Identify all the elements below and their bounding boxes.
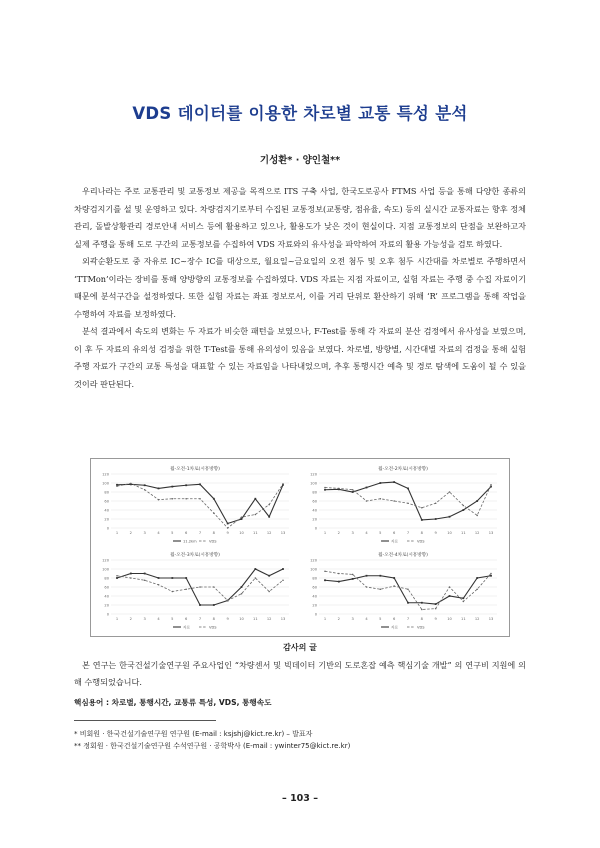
x-tick-label: 10 (239, 531, 244, 535)
data-point (462, 597, 464, 599)
data-point (435, 502, 437, 504)
data-point (213, 512, 215, 514)
data-point (449, 586, 451, 588)
footnote-1: * 비회원 · 한국건설기술연구원 연구원 (E-mail : ksjshj@kict.re.kr) – 발표자 (74, 730, 313, 738)
y-tick-label: 80 (312, 490, 317, 495)
x-tick-label: 4 (157, 617, 160, 621)
x-tick-label: 4 (157, 531, 160, 535)
data-point (380, 498, 382, 500)
y-tick-label: 20 (104, 603, 109, 608)
data-point (366, 575, 368, 577)
data-point (463, 601, 465, 603)
chart-title: 월-오전-3차로(시흥방향) (170, 553, 220, 558)
x-tick-label: 1 (115, 531, 119, 535)
x-tick-label: 4 (365, 617, 368, 621)
x-tick-label: 5 (379, 617, 382, 621)
x-tick-label: 7 (198, 531, 202, 535)
data-point (199, 604, 201, 606)
y-tick-label: 0 (314, 526, 317, 531)
data-point (282, 483, 284, 485)
y-tick-label: 120 (310, 472, 317, 477)
data-point (241, 518, 243, 520)
data-point (158, 577, 160, 579)
data-point (407, 602, 409, 604)
x-tick-label: 12 (474, 617, 480, 621)
x-tick-label: 11 (461, 617, 466, 621)
y-tick-label: 20 (312, 603, 317, 608)
data-point (421, 609, 423, 611)
x-tick-label: 9 (226, 531, 229, 535)
data-point (213, 604, 215, 606)
data-point (490, 573, 492, 575)
series-line-2 (325, 571, 491, 609)
x-tick-label: 1 (115, 617, 119, 621)
data-point (241, 593, 243, 595)
x-tick-label: 3 (143, 617, 146, 621)
chart-title: 월-오전-2차로(시흥방향) (378, 467, 428, 472)
x-tick-label: 9 (434, 531, 437, 535)
y-tick-label: 80 (104, 490, 109, 495)
x-tick-label: 6 (185, 531, 188, 535)
data-point (171, 577, 173, 579)
data-point (199, 483, 201, 485)
data-point (435, 518, 437, 520)
data-point (421, 507, 423, 509)
data-point (338, 488, 340, 490)
y-tick-label: 100 (310, 481, 317, 486)
data-point (268, 516, 270, 518)
y-tick-label: 20 (104, 517, 109, 522)
y-tick-label: 40 (104, 508, 109, 513)
legend-label: VDS (417, 625, 425, 630)
data-point (352, 489, 354, 491)
x-tick-label: 9 (434, 617, 437, 621)
data-point (213, 498, 215, 500)
data-point (185, 498, 187, 500)
data-point (158, 584, 160, 586)
y-tick-label: 100 (310, 567, 317, 572)
data-point (172, 591, 174, 593)
figure-speed-charts (90, 458, 510, 637)
data-point (324, 487, 326, 489)
x-tick-label: 7 (406, 617, 410, 621)
y-tick-label: 80 (104, 576, 109, 581)
x-tick-label: 5 (171, 531, 174, 535)
x-tick-label: 3 (351, 531, 354, 535)
y-tick-label: 100 (102, 567, 109, 572)
legend-label: 자료 (183, 625, 190, 630)
data-point (144, 489, 146, 491)
data-point (393, 500, 395, 502)
y-tick-label: 120 (310, 558, 317, 563)
data-point (227, 600, 229, 602)
x-tick-label: 12 (266, 531, 272, 535)
x-tick-label: 7 (198, 617, 202, 621)
data-point (407, 588, 409, 590)
abstract (74, 183, 526, 394)
abstract-paragraph: 우리나라는 주로 교통관리 및 교통정보 제공을 목적으로 ITS 구축 사업, 한국도로공사 FTMS 사업 등을 통해 다양한 종류의 차량검지기를 설 및 운영하고 있다. 차량검지기로부터 수집된 교통정보(교통량, 점유율, 속도) 등의 실시간 교통자료는 향후 정체관리, 돌발상황관리 경로안내 서비스 등에 활용하고 있으나, 활용도가 낮은 것이 현실이다. 지점 교통정보의 단점을 보완하고자 실제 주행을 통해 도로 구간의 교통정보를 수집하여 VDS 자료와의 유사성을 파악하여 자료의 활용 가능성을 검토 하였다. (74, 186, 526, 249)
data-point (490, 484, 492, 486)
data-point (158, 499, 160, 501)
data-point (254, 498, 256, 500)
chart-panel-3 (95, 548, 295, 632)
y-tick-label: 120 (102, 472, 109, 477)
x-tick-label: 9 (226, 617, 229, 621)
data-point (324, 489, 326, 491)
data-point (463, 505, 465, 507)
x-tick-label: 8 (420, 617, 423, 621)
data-point (116, 575, 118, 577)
data-point (185, 588, 187, 590)
data-point (185, 577, 187, 579)
data-point (352, 574, 354, 576)
data-point (476, 500, 478, 502)
x-tick-label: 13 (280, 531, 286, 535)
y-tick-label: 100 (102, 481, 109, 486)
data-point (171, 486, 173, 488)
y-tick-label: 80 (312, 576, 317, 581)
data-point (282, 579, 284, 581)
authors: 기성환* · 양인철** (259, 155, 341, 166)
data-point (199, 586, 201, 588)
data-point (449, 491, 451, 493)
y-tick-label: 0 (106, 526, 109, 531)
y-tick-label: 120 (102, 558, 109, 563)
chart-panel-4 (303, 548, 503, 632)
data-point (407, 488, 409, 490)
data-point (158, 488, 160, 490)
data-point (449, 595, 451, 597)
x-tick-label: 2 (337, 531, 340, 535)
x-tick-label: 8 (212, 531, 215, 535)
data-point (352, 578, 354, 580)
data-point (379, 575, 381, 577)
data-point (366, 586, 368, 588)
data-point (380, 588, 382, 590)
y-tick-label: 0 (106, 612, 109, 617)
x-tick-label: 5 (379, 531, 382, 535)
x-tick-label: 11 (253, 617, 258, 621)
x-tick-label: 6 (393, 617, 396, 621)
x-tick-label: 5 (171, 617, 174, 621)
data-point (116, 577, 118, 579)
data-point (268, 504, 270, 506)
data-point (435, 608, 437, 610)
data-point (185, 484, 187, 486)
y-tick-label: 60 (104, 585, 109, 590)
x-tick-label: 2 (129, 531, 132, 535)
series-line-2 (117, 483, 283, 528)
x-tick-label: 13 (488, 617, 494, 621)
x-tick-label: 8 (420, 531, 423, 535)
x-tick-label: 3 (351, 617, 354, 621)
data-point (338, 573, 340, 575)
y-tick-label: 60 (312, 499, 317, 504)
y-tick-label: 40 (104, 594, 109, 599)
data-point (476, 588, 478, 590)
legend-label: 자료 (391, 539, 398, 544)
x-tick-label: 1 (323, 617, 327, 621)
keywords: 핵심용어 : 차로별, 통행시간, 교통류 특성, VDS, 통행속도 (74, 698, 272, 707)
abstract-paragraph: 분석 결과에서 속도의 변화는 두 자료가 비슷한 패턴을 보였으나, F-Test를 통해 각 자료의 분산 검정에서 유사성을 보였으며, 이 후 두 자료의 유의성 검정을 위한 T-Test를 통해 유의성이 있음을 보였다. 차로별, 방향별, 시간대별 자료의 검정을 통해 실험 주행 자료가 구간의 교통 특성을 대표할 수 있는 자료임을 나타내었으며, 추후 통행시간 예측 및 경로 탐색에 도움이 될 수 있을 것이라 판단된다. (74, 326, 526, 390)
data-point (172, 498, 174, 500)
data-point (268, 591, 270, 593)
x-tick-label: 7 (406, 531, 410, 535)
y-tick-label: 60 (312, 585, 317, 590)
abstract-paragraph: 외곽순환도로 중 자유로 IC~장수 IC를 대상으로, 월요일~금요일의 오전 첨두 및 오후 첨두 시간대를 차로별로 주행하면서 ‘TTMon’이라는 장비를 통해 양방향의 교통정보를 수집하였다. VDS 자료는 지점 자료이고, 실험 자료는 주행 중 수집 자료이기 때문에 분석구간을 설정하였다. 또한 실험 자료는 좌표 정보로서, 이를 거리 단위로 환산하기 위해 ‘R’ 프로그램을 통해 작업을 수행하여 자료를 보정하였다. (74, 256, 526, 319)
y-tick-label: 60 (104, 499, 109, 504)
page-number: – 103 – (282, 793, 318, 804)
footnote-divider (74, 720, 216, 721)
data-point (254, 568, 256, 570)
data-point (449, 516, 451, 518)
data-point (213, 586, 215, 588)
series-line-1 (117, 484, 283, 523)
data-point (393, 481, 395, 483)
x-tick-label: 4 (365, 531, 368, 535)
x-tick-label: 6 (393, 531, 396, 535)
data-point (338, 581, 340, 583)
x-tick-label: 10 (239, 617, 244, 621)
data-point (476, 577, 478, 579)
data-point (462, 509, 464, 511)
data-point (421, 519, 423, 521)
data-point (476, 515, 478, 517)
paper-title: VDS 데이터를 이용한 차로별 교통 특성 분석 (132, 104, 468, 123)
data-point (393, 585, 395, 587)
data-point (255, 514, 257, 516)
data-point (407, 502, 409, 504)
data-point (241, 516, 243, 518)
data-point (144, 579, 146, 581)
acknowledgement (74, 657, 526, 691)
data-point (268, 575, 270, 577)
data-point (116, 485, 118, 487)
x-tick-label: 11 (461, 531, 466, 535)
x-tick-label: 6 (185, 617, 188, 621)
data-point (366, 500, 368, 502)
data-point (379, 482, 381, 484)
acknowledgement-text: 본 연구는 한국건설기술연구원 주요사업인 “차량센서 및 빅데이터 기반의 도로혼잡 예측 핵심기술 개발” 의 연구비 지원에 의해 수행되었습니다. (74, 660, 526, 687)
x-tick-label: 12 (266, 617, 272, 621)
x-tick-label: 2 (337, 617, 340, 621)
y-tick-label: 20 (312, 517, 317, 522)
legend-label: VDS (209, 625, 217, 630)
x-tick-label: 8 (212, 617, 215, 621)
footnote-2: ** 정회원 · 한국건설기술연구원 수석연구원 · 공학박사 (E-mail : ywinter75@kict.re.kr) (74, 742, 351, 750)
chart-panel-1 (95, 462, 295, 546)
data-point (366, 487, 368, 489)
y-tick-label: 40 (312, 594, 317, 599)
data-point (393, 577, 395, 579)
chart-panel-2 (303, 462, 503, 546)
data-point (227, 527, 229, 529)
x-tick-label: 13 (488, 531, 494, 535)
data-point (199, 498, 201, 500)
x-tick-label: 10 (447, 531, 452, 535)
x-tick-label: 11 (253, 531, 258, 535)
x-tick-label: 1 (323, 531, 327, 535)
x-tick-label: 3 (143, 531, 146, 535)
acknowledgement-title: 감사의 글 (283, 643, 317, 652)
legend-label: VDS (209, 539, 217, 544)
y-tick-label: 40 (312, 508, 317, 513)
chart-title: 월-오전-1차로(시흥방향) (170, 467, 220, 472)
data-point (227, 523, 229, 525)
chart-title: 월-오전-4차로(시흥방향) (378, 553, 428, 558)
y-tick-label: 0 (314, 612, 317, 617)
x-tick-label: 13 (280, 617, 286, 621)
data-point (435, 603, 437, 605)
data-point (324, 570, 326, 572)
data-point (130, 573, 132, 575)
data-point (241, 586, 243, 588)
legend-label: 11.2km (183, 539, 197, 544)
data-point (144, 573, 146, 575)
legend-label: VDS (417, 539, 425, 544)
data-point (130, 577, 132, 579)
data-point (352, 491, 354, 493)
data-point (324, 579, 326, 581)
data-point (421, 602, 423, 604)
series-line-2 (117, 576, 283, 601)
legend-label: 자료 (391, 625, 398, 630)
x-tick-label: 10 (447, 617, 452, 621)
data-point (130, 483, 132, 485)
x-tick-label: 2 (129, 617, 132, 621)
data-point (144, 484, 146, 486)
data-point (490, 575, 492, 577)
x-tick-label: 12 (474, 531, 480, 535)
data-point (255, 577, 257, 579)
data-point (282, 568, 284, 570)
